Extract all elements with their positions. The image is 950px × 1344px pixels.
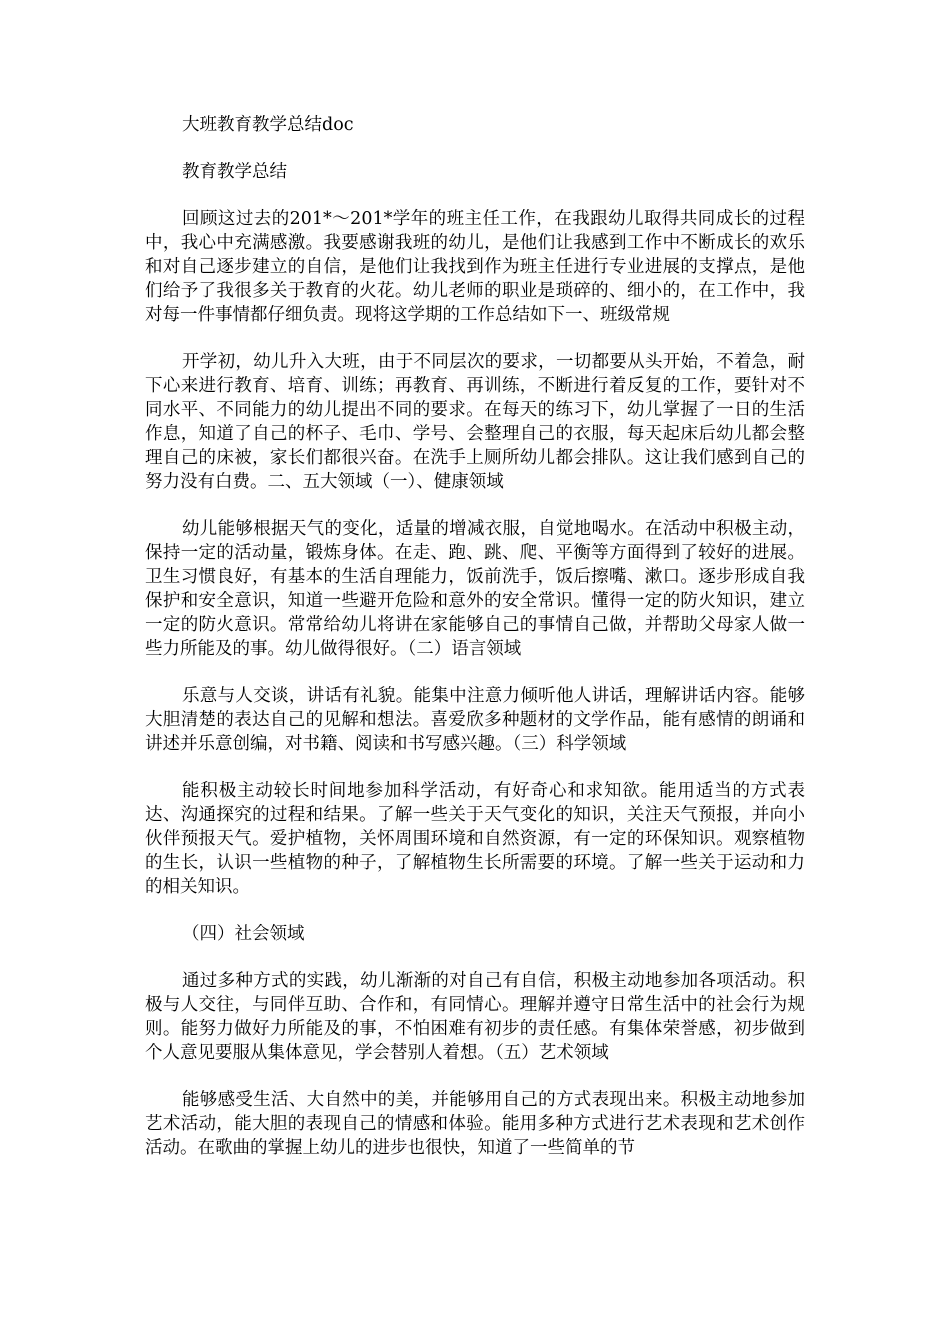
paragraph-intro: 回顾这过去的201*～201*学年的班主任工作，在我跟幼儿取得共同成长的过程中，我心中充满感激。我要感谢我班的幼儿，是他们让我感到工作中不断成长的欢乐和对自己逐步建立的自信，是他们让我找到作为班主任进行专业进展的支撑点，是他们给予了我很多关于教育的火花。幼儿老师的职业是琐碎的、细小的，在工作中，我对每一件事情都仔细负责。现将这学期的工作总结如下一、班级常规 [145, 209, 805, 325]
paragraph-art: 能够感受生活、大自然中的美，并能够用自己的方式表现出来。积极主动地参加艺术活动，能大胆的表现自己的情感和体验。能用多种方式进行艺术表现和艺术创作活动。在歌曲的掌握上幼儿的进步也很快，知道了一些简单的节 [145, 1090, 805, 1158]
paragraph-health: 幼儿能够根据天气的变化，适量的增减衣服，自觉地喝水。在活动中积极主动，保持一定的活动量，锻炼身体。在走、跑、跳、爬、平衡等方面得到了较好的进展。卫生习惯良好，有基本的生活自理能力，饭前洗手，饭后擦嘴、漱口。逐步形成自我保护和安全意识，知道一些避开危险和意外的安全常识。懂得一定的防火知识，建立一定的防火意识。常常给幼儿将讲在家能够自己的事情自己做，并帮助父母家人做一些力所能及的事。幼儿做得很好。（二）语言领域 [145, 519, 805, 659]
section-heading-social: （四）社会领域 [182, 924, 305, 944]
paragraph-social: 通过多种方式的实践，幼儿渐渐的对自己有自信，积极主动地参加各项活动。积极与人交往，与同伴互助、合作和，有同情心。理解并遵守日常生活中的社会行为规则。能努力做好力所能及的事，不怕困难有初步的责任感。有集体荣誉感，初步做到个人意见要服从集体意见，学会替别人着想。（五）艺术领域 [145, 971, 805, 1063]
paragraph-class-routine: 开学初，幼儿升入大班，由于不同层次的要求，一切都要从头开始，不着急，耐下心来进行教育、培育、训练；再教育、再训练，不断进行着反复的工作，要针对不同水平、不同能力的幼儿提出不同的要求。在每天的练习下，幼儿掌握了一日的生活作息，知道了自己的杯子、毛巾、学号、会整理自己的衣服，每天起床后幼儿都会整理自己的床被，家长们都很兴奋。在洗手上厕所幼儿都会排队。这让我们感到自己的努力没有白费。二、五大领域（一）、健康领域 [145, 352, 805, 492]
paragraph-science: 能积极主动较长时间地参加科学活动，有好奇心和求知欲。能用适当的方式表达、沟通探究的过程和结果。了解一些关于天气变化的知识，关注天气预报，并向小伙伴预报天气。爱护植物，关怀周围环境和自然资源，有一定的环保知识。观察植物的生长，认识一些植物的种子，了解植物生长所需要的环境。了解一些关于运动和力的相关知识。 [145, 781, 805, 897]
document-body [145, 113, 805, 1183]
document-title: 大班教育教学总结doc [182, 115, 354, 135]
document-subtitle: 教育教学总结 [182, 162, 287, 182]
paragraph-language: 乐意与人交谈，讲话有礼貌。能集中注意力倾听他人讲话，理解讲话内容。能够大胆清楚的表达自己的见解和想法。喜爱欣多种题材的文学作品，能有感情的朗诵和讲述并乐意创编，对书籍、阅读和书写感兴趣。（三）科学领域 [145, 686, 805, 754]
